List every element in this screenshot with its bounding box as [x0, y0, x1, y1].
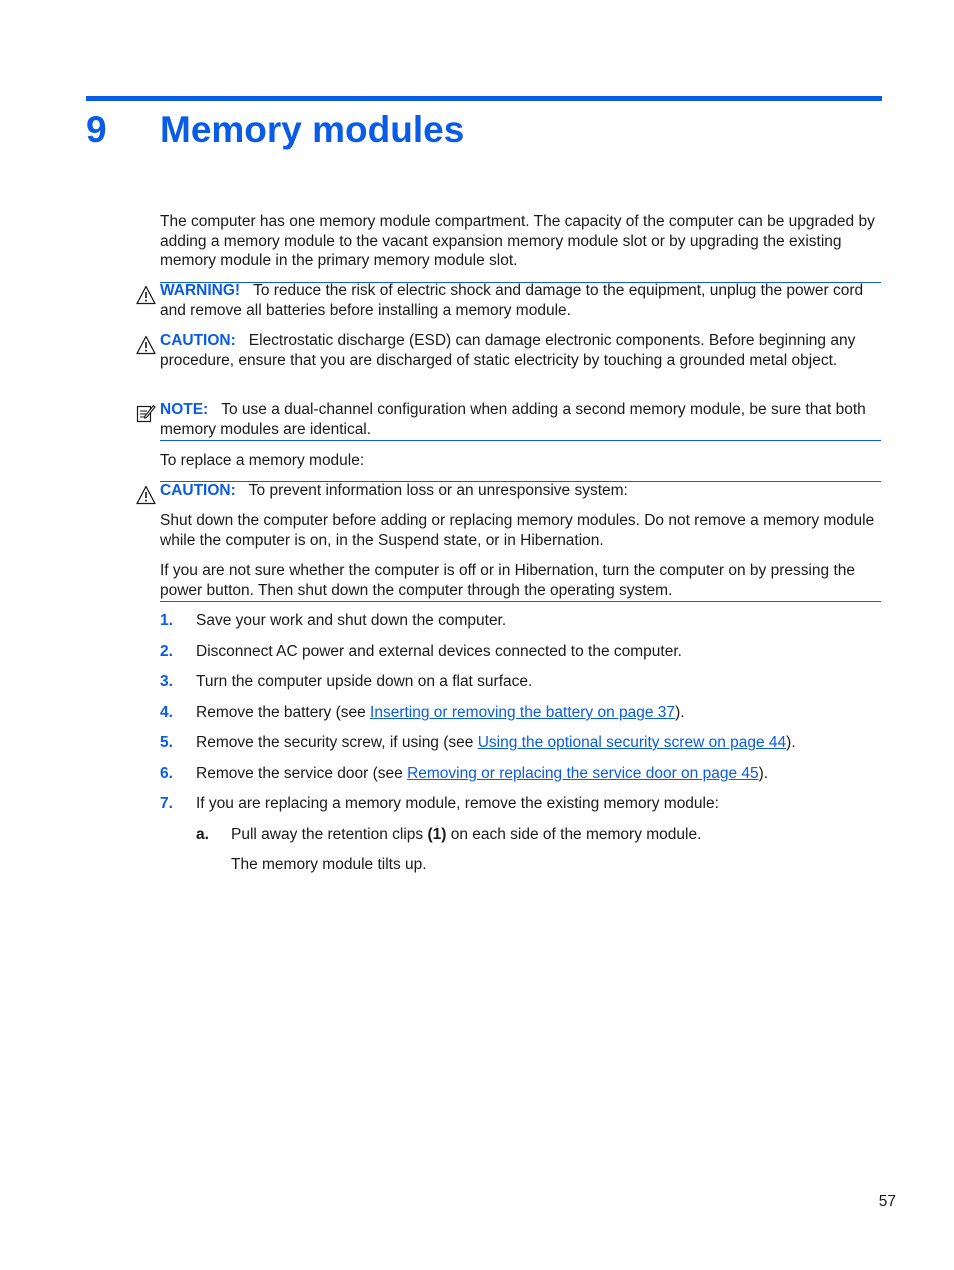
chapter-number: 9: [86, 109, 107, 150]
substep-a-pre: Pull away the retention clips: [231, 826, 428, 843]
substep-a-text: [231, 825, 882, 845]
chapter-title: Memory modules: [160, 109, 465, 150]
step-4-text: [196, 703, 882, 723]
step-6-post: ).: [758, 765, 769, 782]
step-5-pre: Remove the security screw, if using (see: [196, 734, 478, 751]
step-5-post: ).: [786, 734, 796, 751]
step-6-number: 6.: [160, 765, 173, 782]
step-2-number: 2.: [160, 643, 173, 660]
caution-text: Electrostatic discharge (ESD) can damage electronic components. Before beginning any procedure, ensure that you are discharged of static electricity by touching a grounded metal object.: [160, 332, 856, 369]
step-7-text: If you are replacing a memory module, remove the existing memory module:: [196, 795, 719, 812]
battery-page-link[interactable]: Inserting or removing the battery on page 37: [370, 704, 676, 721]
caution2-p1: Shut down the computer before adding or replacing memory modules. Do not remove a memory module while the computer is on, in the Suspend state, or in Hibernation.: [160, 512, 875, 549]
step-7-number: 7.: [160, 795, 173, 812]
note-label: NOTE:: [160, 401, 209, 418]
caution2-paragraph: [160, 481, 882, 501]
replace-intro: To replace a memory module:: [160, 452, 365, 469]
step-1-number: 1.: [160, 612, 173, 629]
chapter-rule: [86, 96, 882, 101]
caution2-label: CAUTION:: [160, 482, 236, 499]
note-paragraph: [160, 400, 882, 439]
note-pad-icon: [136, 403, 156, 423]
caution2-p2: If you are not sure whether the computer is off or in Hibernation, turn the computer on by pressing the power button. Then shut down the computer through the operating system.: [160, 562, 856, 599]
substep-a-post: on each side of the memory module.: [446, 826, 702, 843]
step-6-pre: Remove the service door (see: [196, 765, 408, 782]
caution2-text: To prevent information loss or an unresponsive system:: [248, 482, 628, 499]
step-5-number: 5.: [160, 734, 173, 751]
page-number: 57: [878, 1193, 896, 1210]
caution-triangle-icon: [136, 335, 156, 355]
warning-text: To reduce the risk of electric shock and damage to the equipment, unplug the power cord and remove all batteries before installing a memory module.: [160, 282, 864, 319]
substep-a-callout: (1): [427, 826, 447, 843]
substep-a-result: The memory module tilts up.: [231, 856, 427, 873]
step-1-text: Save your work and shut down the computer.: [196, 612, 507, 629]
step-4-pre: Remove the battery (see: [196, 704, 371, 721]
warning-triangle-icon: [136, 285, 156, 305]
caution-label: CAUTION:: [160, 332, 236, 349]
security-screw-page-link[interactable]: Using the optional security screw on page 44: [477, 734, 787, 751]
step-5-text: [196, 733, 882, 753]
step-2-text: Disconnect AC power and external devices connected to the computer.: [196, 643, 682, 660]
step-6-text: [196, 764, 882, 784]
warning-label: WARNING!: [160, 282, 241, 299]
note-text: To use a dual-channel configuration when adding a second memory module, be sure that both memory modules are identical.: [160, 401, 866, 438]
caution2-triangle-icon: [136, 485, 156, 505]
service-door-page-link[interactable]: Removing or replacing the service door on page 45: [407, 765, 759, 782]
step-3-text: Turn the computer upside down on a flat surface.: [196, 673, 533, 690]
step-3-number: 3.: [160, 673, 173, 690]
step-4-number: 4.: [160, 704, 173, 721]
note-bottom-rule: [160, 440, 881, 441]
warning-paragraph: [160, 281, 882, 320]
substep-a-number: a.: [196, 826, 209, 843]
caution2-bottom-rule: [160, 601, 881, 602]
caution-paragraph: [160, 331, 882, 370]
step-4-post: ).: [675, 704, 685, 721]
intro-paragraph: The computer has one memory module compartment. The capacity of the computer can be upgraded by adding a memory module to the vacant expansion memory module slot or by upgrading the existing memory module in the primary memory module slot.: [160, 213, 875, 269]
